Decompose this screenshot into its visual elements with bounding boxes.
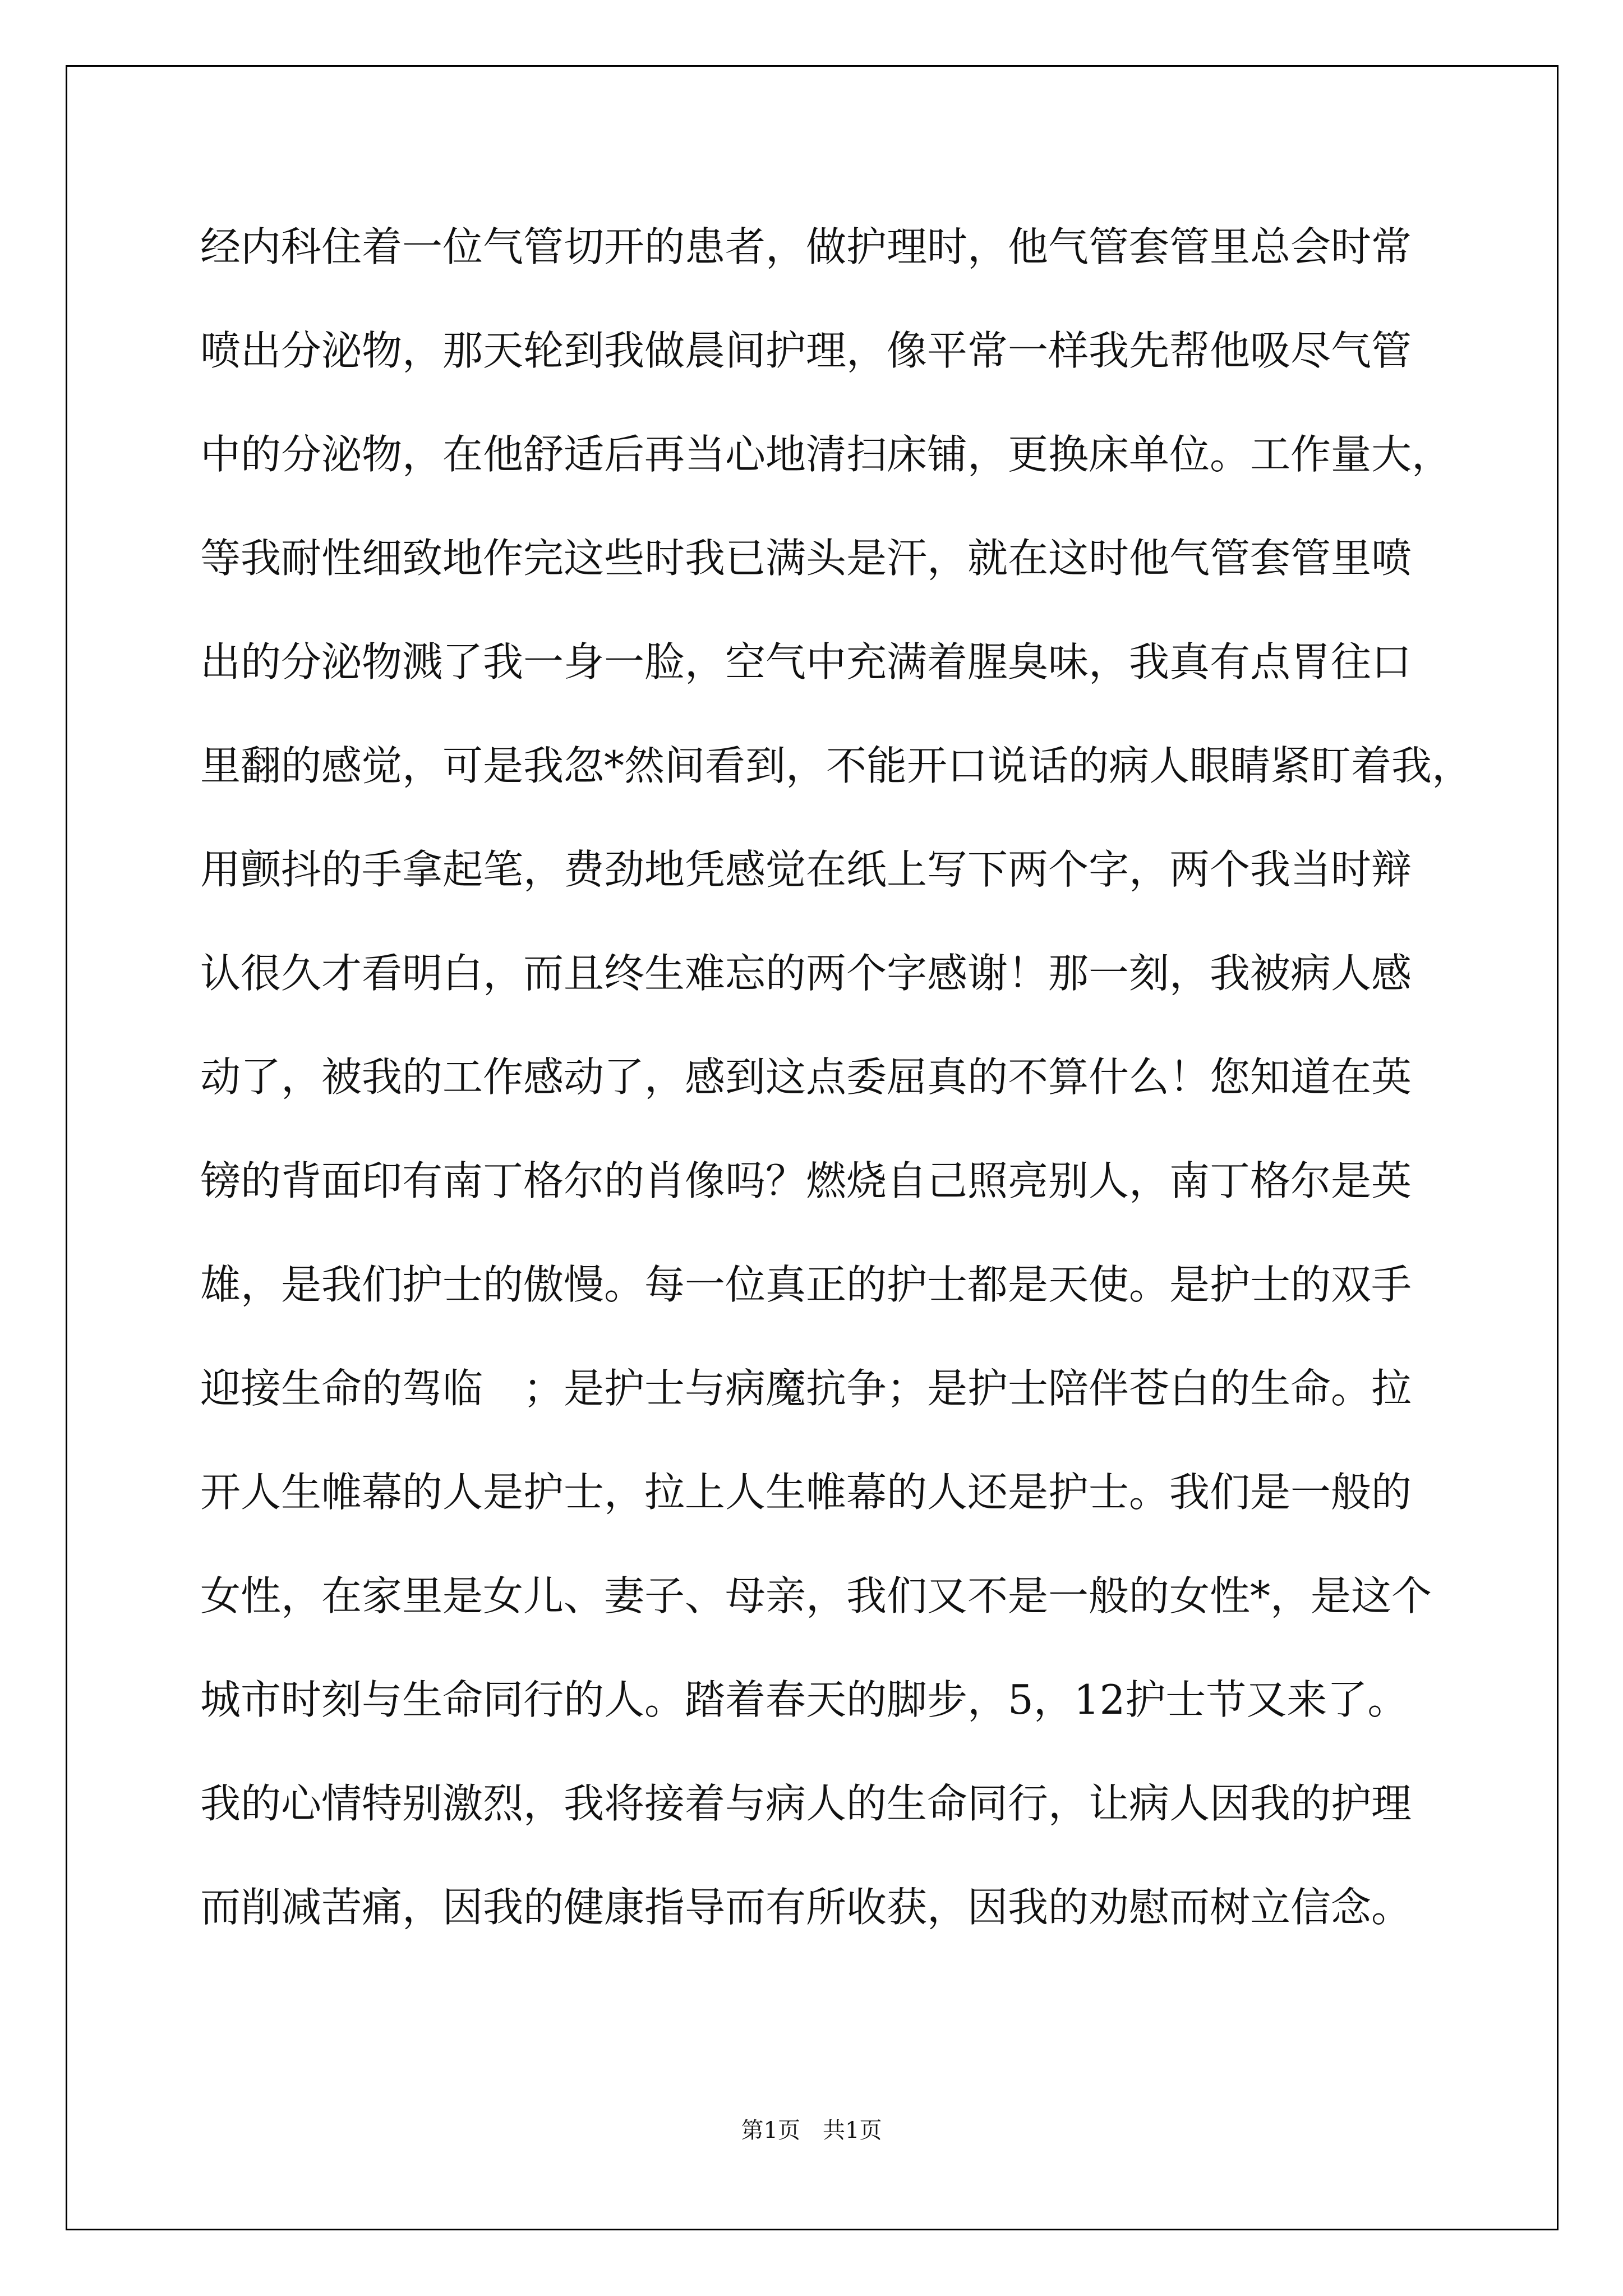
paragraph-line: 中的分泌物，在他舒适后再当心地清扫床铺，更换床单位。工作量大， (200, 431, 1453, 478)
paragraph-line: 喷出分泌物，那天轮到我做晨间护理，像平常一样我先帮他吸尽气管 (200, 327, 1412, 374)
paragraph-line: 认很久才看明白，而且终生难忘的两个字感谢！那一刻，我被病人感 (200, 950, 1412, 997)
paragraph-line: 开人生帷幕的人是护士，拉上人生帷幕的人还是护士。我们是一般的 (200, 1469, 1412, 1516)
paragraph-line: 用颤抖的手拿起笔，费劲地凭感觉在纸上写下两个字，两个我当时辩 (200, 846, 1412, 893)
paragraph-line: 迎接生命的驾临 ；是护士与病魔抗争；是护士陪伴苍白的生命。拉 (200, 1365, 1412, 1412)
paragraph-line: 等我耐性细致地作完这些时我已满头是汗，就在这时他气管套管里喷 (200, 535, 1412, 582)
document-body (200, 223, 1473, 1987)
page-number: 第1页 共1页 (741, 2118, 882, 2143)
paragraph-line: 动了，被我的工作感动了，感到这点委屈真的不算什么！您知道在英 (200, 1053, 1412, 1101)
paragraph-line: 城市时刻与生命同行的人。踏着春天的脚步，5，12护士节又来了。 (200, 1676, 1408, 1723)
paragraph-line: 经内科住着一位气管切开的患者，做护理时，他气管套管里总会时常 (200, 223, 1412, 270)
paragraph-line: 里翻的感觉，可是我忽*然间看到，不能开口说话的病人眼睛紧盯着我， (200, 742, 1473, 789)
paragraph-line: 雄，是我们护士的傲慢。每一位真正的护士都是天使。是护士的双手 (200, 1261, 1412, 1308)
paragraph-line: 镑的背面印有南丁格尔的肖像吗？燃烧自己照亮别人，南丁格尔是英 (200, 1157, 1412, 1204)
paragraph-line: 女性，在家里是女儿、妻子、母亲，我们又不是一般的女性*，是这个 (200, 1572, 1432, 1619)
paragraph-line: 而削减苦痛，因我的健康指导而有所收获，因我的劝慰而树立信念。 (200, 1884, 1412, 1931)
paragraph-line: 我的心情特别激烈，我将接着与病人的生命同行，让病人因我的护理 (200, 1780, 1412, 1827)
paragraph-line: 出的分泌物溅了我一身一脸，空气中充满着腥臭味，我真有点胃往口 (200, 638, 1412, 685)
